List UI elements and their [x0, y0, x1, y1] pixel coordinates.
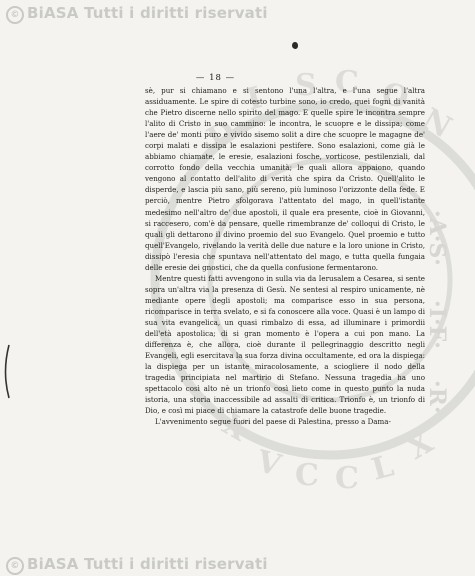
ink-blot	[292, 42, 298, 49]
svg-text:C: C	[295, 458, 319, 493]
svg-text:·A·S·: ·A·S·	[424, 210, 450, 266]
watermark-bottom-text: BiASA Tutti i diritti riservati	[27, 555, 268, 573]
copyright-logo-icon: ©	[6, 557, 24, 575]
svg-text:X: X	[401, 424, 440, 467]
body-text	[145, 85, 425, 427]
svg-text:D: D	[201, 113, 242, 157]
svg-text:S: S	[295, 68, 317, 103]
page-number: — 18 —	[195, 73, 236, 83]
watermark-bottom	[6, 555, 268, 575]
svg-text:O: O	[377, 75, 413, 117]
svg-text:C: C	[335, 65, 359, 100]
watermark-top-text: BiASA Tutti i diritti riservati	[27, 4, 268, 22]
svg-text:I: I	[243, 80, 266, 118]
paragraph-2: Mentre questi fatti avvengono in sulla via da Ierusalem a Cesarea, si sente sopra un'altra via la presenza di Gesù. Ne sentesi al respiro unicamente, nè mediante opere degli apostoli; ma comparisce esso in sua persona, ricomparisce in terra svelato, e si fa conoscere alla voce. Quasi è un lampo di sua vita evangelica, un quasi rimbalzo di essa, ad illuminare i primordii dell'età apostolica; di si gran momento è l'opera a cui pon mano. La differenza è, che allora, cioè durante il pellegrinaggio descritto negli Evangeli, egli esercitava la sua forza divina occultamente, ed ora la dispiega: la dispiega per un istante miracolosamente, a sciogliere il nodo della tragedia principiata nel martirio di Stefano. Nessuna tragedia ha uno spettacolo così alto nè un trionfo così lieto come in questo punto la nuda istoria, una storia inaccessibile ad assalti di critica. Trionfo è, un trionfo di Dio, e così mi piace di chiamare la catastrofe delle buone tragedie.	[145, 273, 425, 416]
binding-margin-mark	[0, 0, 20, 576]
paragraph-3: L'avvenimento segue fuori del paese di Palestina, presso a Dama-	[155, 417, 391, 427]
svg-text:N: N	[416, 101, 458, 146]
svg-text:·I·F·: ·I·F·	[424, 300, 450, 349]
svg-text:·R·: ·R·	[424, 380, 450, 414]
paragraph-1: sè, pur si chiamano e si sentono l'una l'altra, e l'una segue l'altra assiduamente. Le spire di cotesto turbine sono, io credo, quei fogni di vanità che Pietro discerne nello spirito del mago. E quelle spire le incontra sempre l'alito di Cristo in suo cammino: le incontra, le scuopre e le dissipa; come l'aere de' monti puro e vivido sisemo solit a dire che scuopre le magagne de' corpi malati e dissipa le esalazioni pestifere. Sono esalazioni, come già le abbiamo chiamate, le eresie, esalazioni fosche, vorticose, pestilenziali, dal corrotto fondo della vecchia umanità; le quali allora appaiono, quando vengono al contatto dell'alito di verità che spira da Cristo. Quell'alito le disperde, e lascia più sano, più sereno, più luminoso l'orizzonte della fede. E perciò, mentre Pietro sfolgorava l'attentato del mago, in quell'istante medesimo nell'altro de' due apostoli, il quale era presente, cioè in Giovanni, si raccesero, com'è da pensare, quelle rimembranze de' colloqui di Cristo, le quali gli dettarono il divino proemio del suo Evangelo. Quel proemio e tutto quell'Evangelo, rivelando la verità delle due nature e la loro unione in Cristo, dissipò l'eresia che spuntava nell'attentato del mago, e tutta quella fungaia delle eresie dei gnostici, che da quella confusione fermentarono.	[145, 86, 425, 272]
svg-text:C: C	[335, 461, 359, 496]
watermark-top	[6, 4, 268, 24]
svg-text:X: X	[216, 406, 254, 449]
svg-text:V: V	[252, 443, 285, 484]
svg-text:L: L	[368, 448, 398, 488]
copyright-logo-icon: ©	[6, 6, 24, 24]
